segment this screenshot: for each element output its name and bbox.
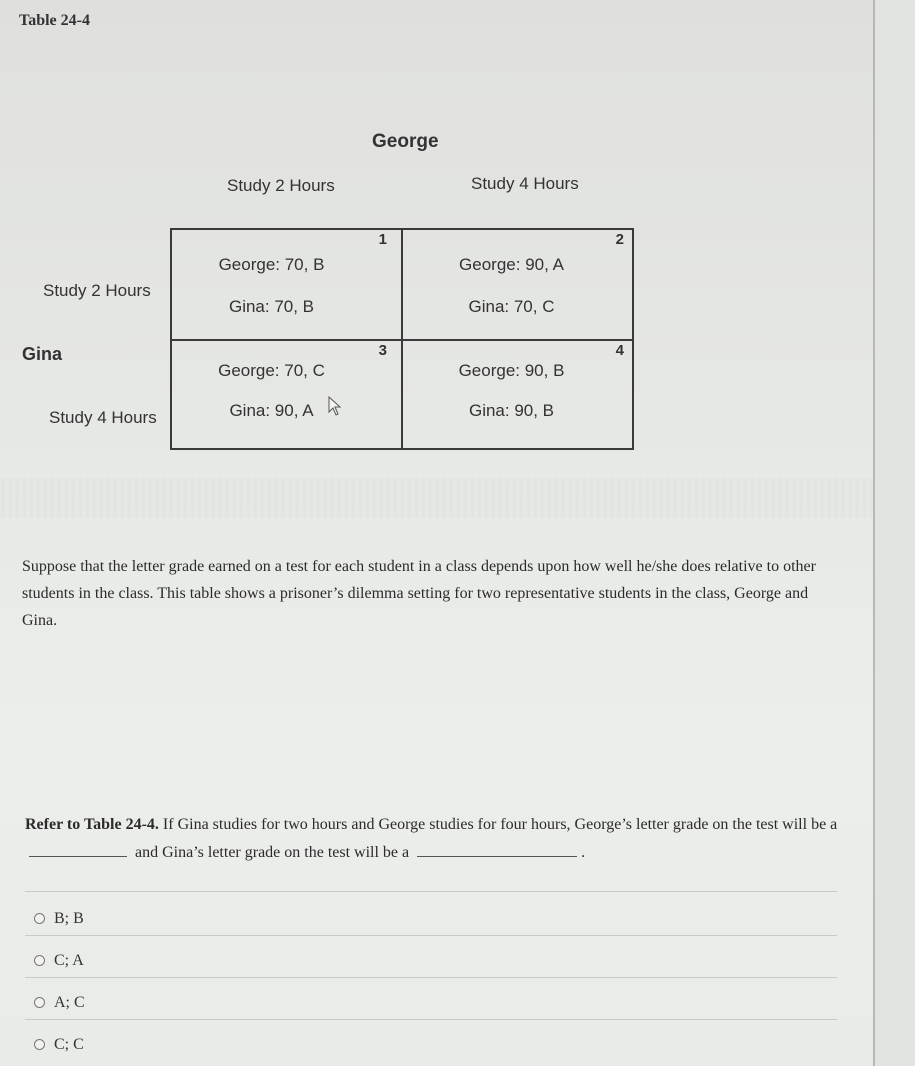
radio-button-icon[interactable] xyxy=(34,997,45,1008)
option-a-c[interactable] xyxy=(34,982,834,1024)
option-c-a[interactable] xyxy=(34,940,834,982)
gina-payoff: Gina: 70, B xyxy=(228,297,315,316)
george-payoff: George: 70, B xyxy=(218,255,325,274)
answer-options xyxy=(34,898,834,1066)
question-reference: Refer to Table 24-4. xyxy=(25,816,159,833)
matrix-cell-3 xyxy=(172,341,403,448)
scan-noise xyxy=(0,478,873,518)
mouse-cursor-icon xyxy=(328,396,342,416)
gina-payoff: Gina: 90, A xyxy=(229,401,314,420)
gina-payoff: Gina: 70, C xyxy=(468,297,555,316)
george-payoff: George: 70, C xyxy=(218,361,325,380)
matrix-cell-2 xyxy=(403,230,634,341)
matrix-cell-1 xyxy=(172,230,403,341)
option-b-b[interactable] xyxy=(34,898,834,940)
radio-button-icon[interactable] xyxy=(34,1039,45,1050)
column-strategy-study-2: Study 2 Hours xyxy=(227,176,335,195)
option-label: B; B xyxy=(54,910,84,927)
row-player-label: Gina xyxy=(22,344,63,364)
row-strategy-study-4: Study 4 Hours xyxy=(49,408,157,427)
george-payoff: George: 90, B xyxy=(458,361,565,380)
option-label: A; C xyxy=(54,994,85,1011)
cell-number: 3 xyxy=(378,342,387,359)
george-payoff: George: 90, A xyxy=(459,255,564,274)
question-part-1: If Gina studies for two hours and George studies for four hours, George’s letter grade on the test will be a xyxy=(158,816,838,833)
gina-payoff: Gina: 90, B xyxy=(468,401,555,420)
column-player-label: George xyxy=(372,131,439,152)
right-pane xyxy=(875,0,915,1066)
radio-button-icon[interactable] xyxy=(34,955,45,966)
cell-number: 2 xyxy=(615,231,624,248)
matrix-cell-4 xyxy=(403,341,634,448)
question-part-2: and Gina’s letter grade on the test will be a xyxy=(135,844,410,861)
scenario-text: Suppose that the letter grade earned on a test for each student in a class depends upon how well he/she does relative to other students in the class. This table shows a prisoner’s dilemma setting for two representative students in the class, George and Gina. xyxy=(22,558,816,629)
table-title: Table 24-4 xyxy=(19,12,90,29)
payoff-matrix xyxy=(170,228,634,450)
radio-button-icon[interactable] xyxy=(34,913,45,924)
row-strategy-study-2: Study 2 Hours xyxy=(43,281,151,300)
question-text xyxy=(25,811,845,867)
question-end: . xyxy=(581,844,586,861)
cell-number: 1 xyxy=(378,231,387,248)
option-divider xyxy=(25,891,837,892)
option-c-c[interactable] xyxy=(34,1024,834,1066)
option-label: C; A xyxy=(54,952,84,969)
answer-blank-2 xyxy=(417,842,577,857)
answer-blank-1 xyxy=(29,842,127,857)
column-strategy-study-4: Study 4 Hours xyxy=(471,174,579,193)
cell-number: 4 xyxy=(615,342,624,359)
option-label: C; C xyxy=(54,1036,84,1053)
